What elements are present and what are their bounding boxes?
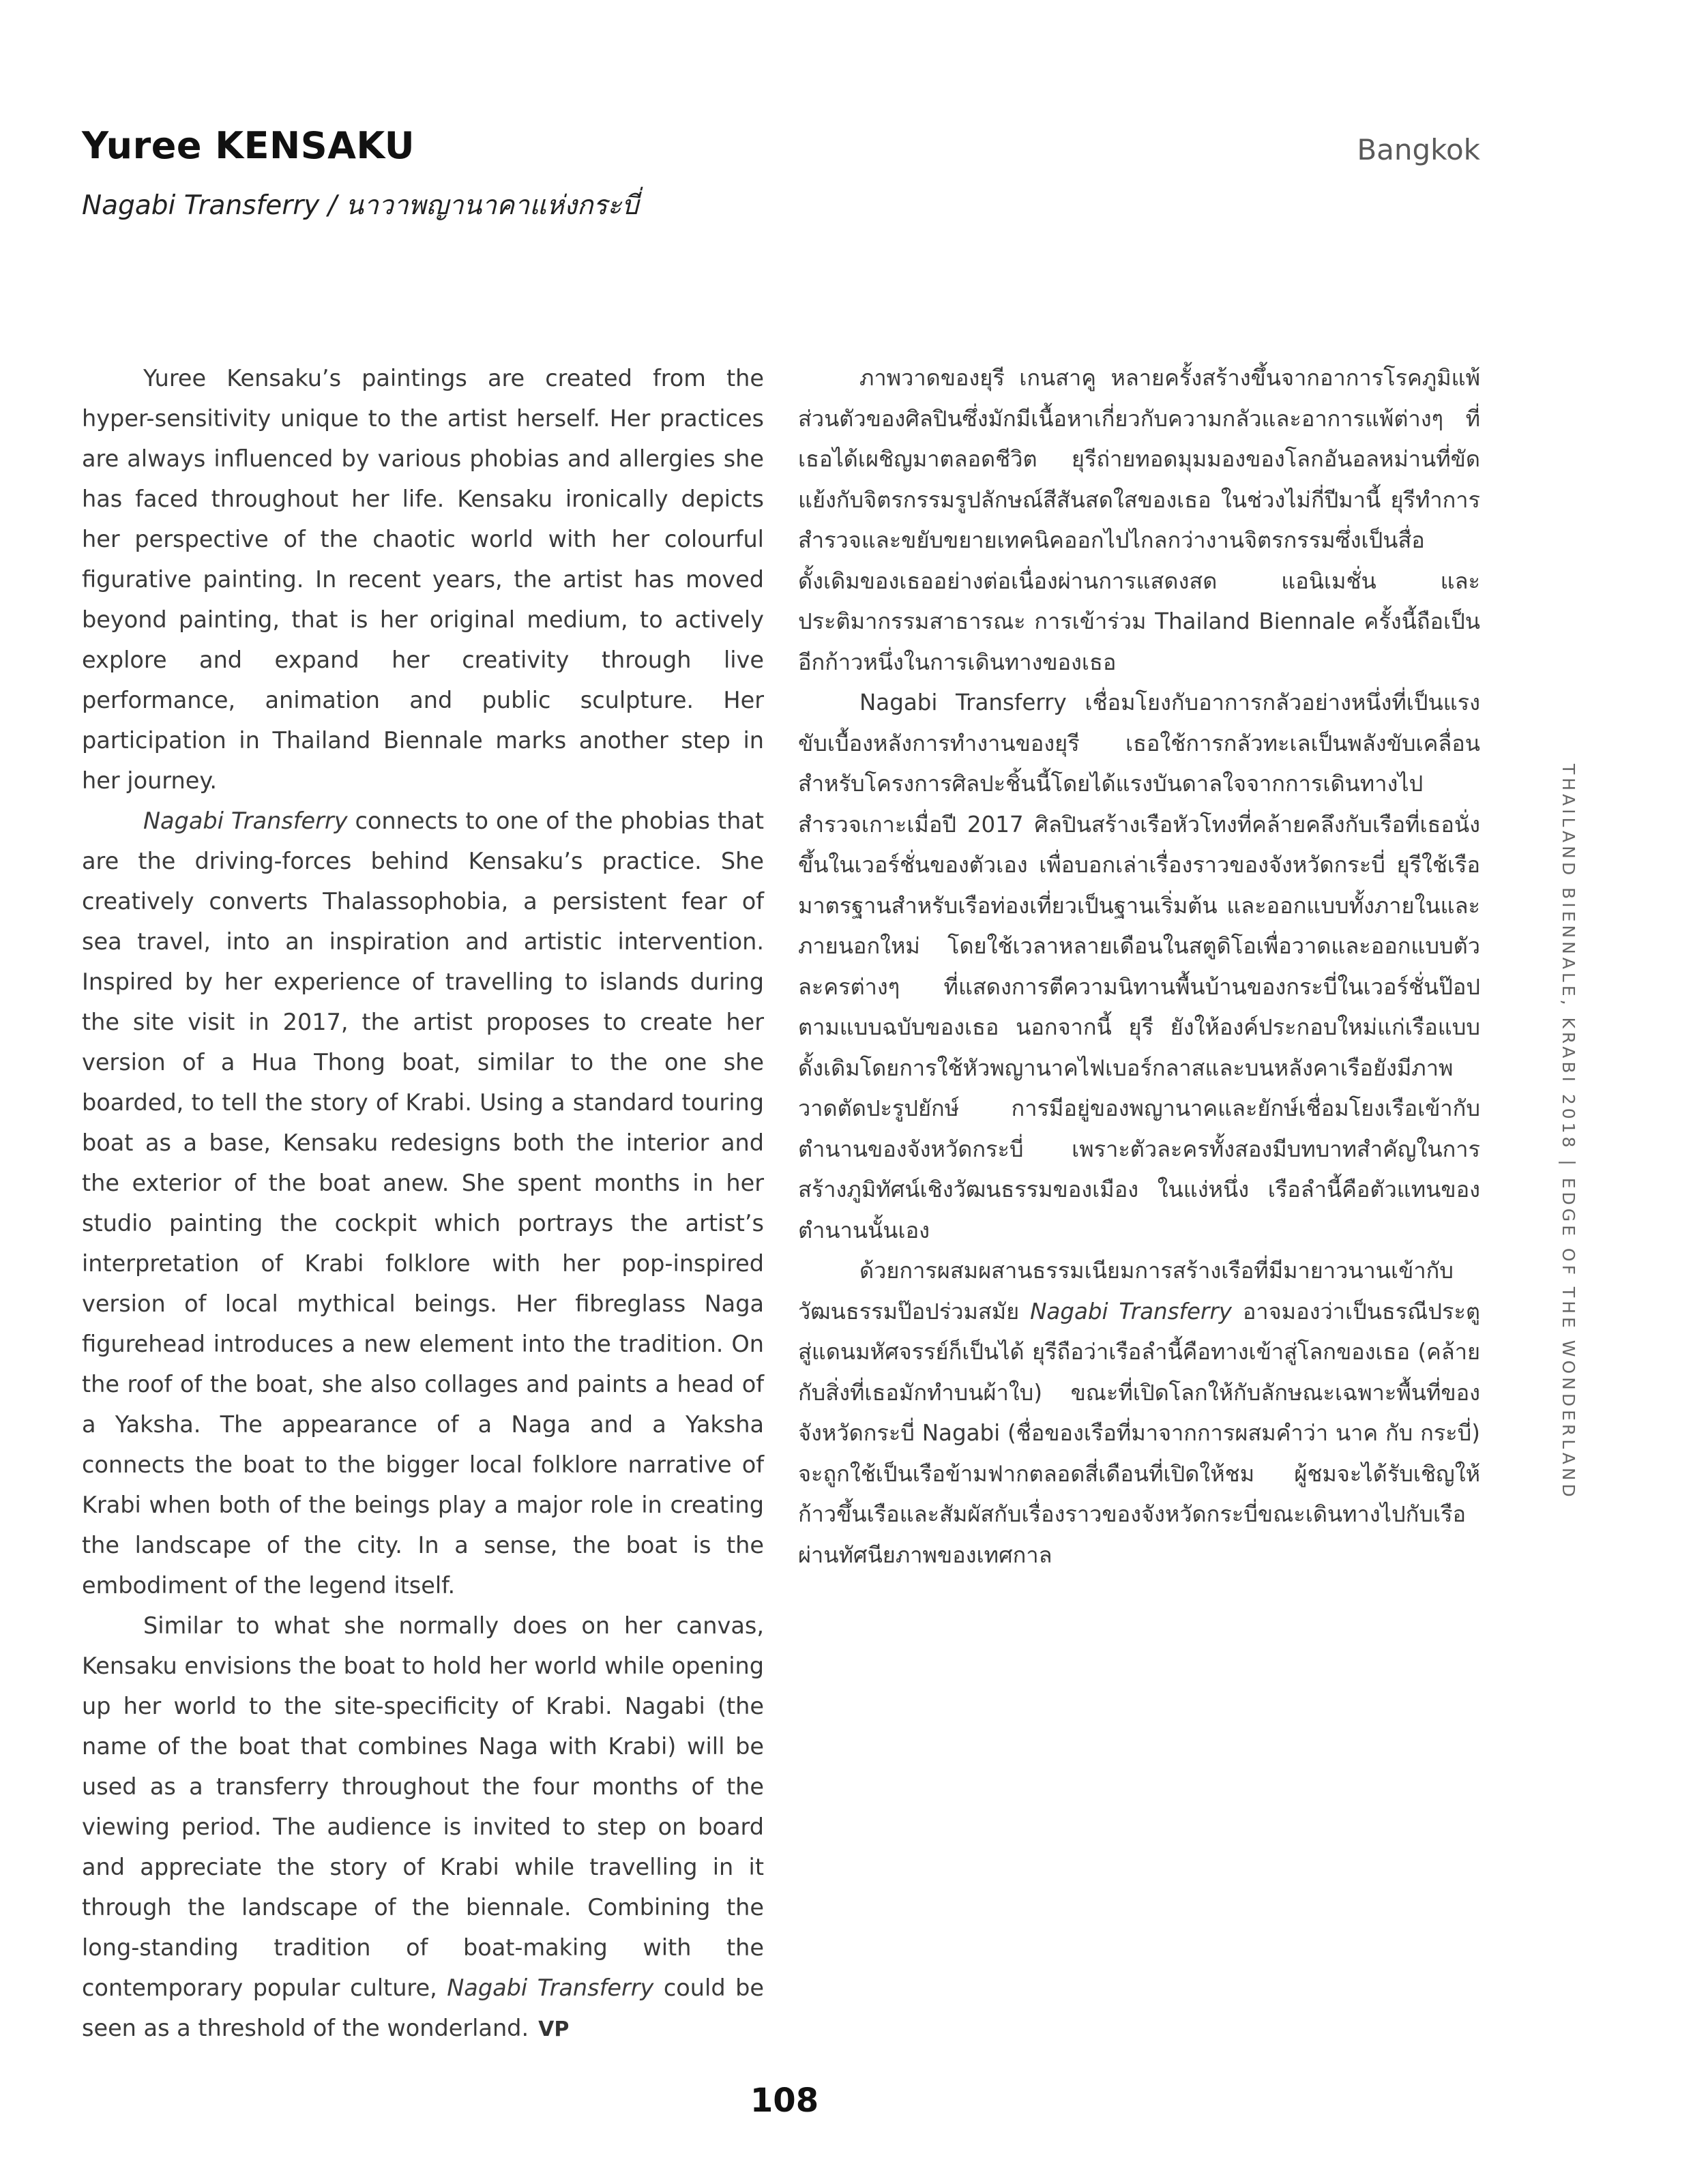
thai-text-column (798, 358, 1480, 1575)
work-title: Nagabi Transferry / นาวาพญานาคาแห่งกระบี่ (82, 190, 639, 221)
thai-paragraph-3-start: ด้วยการผสมผสานธรรมเนียมการสร้างเรือที่มีมายาวนานเข้ากับวัฒนธรรมป๊อปร่วมสมัย (798, 1258, 1454, 1325)
english-text-column (82, 358, 764, 2050)
english-paragraph-3 (82, 1606, 764, 2050)
work-title-inline: Nagabi Transferry (1030, 1298, 1232, 1325)
work-title-inline: Nagabi Transferry (143, 808, 348, 834)
page-number: 108 (750, 2082, 819, 2120)
english-paragraph-3-end: could be seen as a threshold of the wonderland. (82, 1974, 764, 2041)
thai-paragraph-3 (798, 1251, 1480, 1575)
author-initials: VP (538, 2017, 570, 2041)
running-title-vertical: THAILAND BIENNALE, KRABI 2018 | EDGE OF THE WONDERLAND (1559, 764, 1578, 1500)
english-paragraph-2 (82, 801, 764, 1606)
english-paragraph-3-text: Similar to what she normally does on her canvas, Kensaku envisions the boat to hold her world while opening up her world to the site-specificity of Krabi. Nagabi (the name of the boat that combines Naga with Krabi) will be used as a transferry throughout the four months of the viewing period. The audience is invited to step on board and appreciate the story of Krabi while travelling in it through the landscape of the biennale. Combining the long-standing tradition of boat-making with the contemporary popular culture, (82, 1612, 764, 2001)
thai-paragraph-3-text: อาจมองว่าเป็นธรณีประตูสู่แดนมหัศจรรย์ก็เป็นได้ ยุรีถือว่าเรือลำนี้คือทางเข้าสู่โลกของเธอ (คล้ายกับสิ่งที่เธอมักทำบนผ้าใบ) ขณะที่เปิดโลกให้กับลักษณะเฉพาะพื้นที่ของจังหวัดกระบี่ Nagabi (ชื่อของเรือที่มาจากการผสมคำว่า นาค กับ กระบี่) จะถูกใช้เป็นเรือข้ามฟากตลอดสี่เดือนที่เปิดให้ชม ผู้ชมจะได้รับเชิญให้ก้าวขึ้นเรือและสัมผัสกับเรื่องราวของจังหวัดกระบี่ขณะเดินทางไปกับเรือ ผ่านทัศนียภาพของเทศกาล (798, 1298, 1481, 1568)
english-paragraph-2-text: connects to one of the phobias that are the driving-forces behind Kensaku’s practice. She creatively converts Thalassophobia, a persistent fear of sea travel, into an inspiration and artistic intervention. Inspired by her experience of travelling to islands during the site visit in 2017, the artist proposes to create her version of a Hua Thong boat, similar to the one she boarded, to tell the story of Krabi. Using a standard touring boat as a base, Kensaku redesigns both the interior and the exterior of the boat anew. She spent months in her studio painting the cockpit which portrays the artist’s interpretation of Krabi folklore with her pop-inspired version of local mythical beings. Her fibreglass Naga figurehead introduces a new element into the tradition. On the roof of the boat, she also collages and paints a head of a Yaksha. The appearance of a Naga and a Yaksha connects the boat to the bigger local folklore narrative of Krabi when both of the beings play a major role in creating the landscape of the city. In a sense, the boat is the embodiment of the legend itself. (82, 808, 764, 1599)
artist-location: Bangkok (1357, 133, 1480, 166)
thai-paragraph-1: ภาพวาดของยุรี เกนสาคู หลายครั้งสร้างขึ้นจากอาการโรคภูมิแพ้ส่วนตัวของศิลปินซึ่งมักมีเนื้อหาเกี่ยวกับความกลัวและอาการแพ้ต่างๆ ที่เธอได้เผชิญมาตลอดชีวิต ยุรีถ่ายทอดมุมมองของโลกอันอลหม่านที่ขัดแย้งกับจิตรกรรมรูปลักษณ์สีสันสดใสของเธอ ในช่วงไม่กี่ปีมานี้ ยุรีทำการสำรวจและขยับขยายเทคนิคออกไปไกลกว่างานจิตรกรรมซึ่งเป็นสื่อดั้งเดิมของเธออย่างต่อเนื่องผ่านการแสดงสด แอนิเมชั่น และประติมากรรมสาธารณะ การเข้าร่วม Thailand Biennale ครั้งนี้ถือเป็นอีกก้าวหนึ่งในการเดินทางของเธอ (798, 365, 1480, 675)
work-title-inline: Nagabi Transferry (447, 1974, 654, 2001)
thai-paragraph-2: Nagabi Transferry เชื่อมโยงกับอาการกลัวอย่างหนึ่งที่เป็นแรงขับเบื้องหลังการทำงานของยุรี เธอใช้การกลัวทะเลเป็นพลังขับเคลื่อนสำหรับโครงการศิลปะชิ้นนี้โดยได้แรงบันดาลใจจากการเดินทางไปสำรวจเกาะเมื่อปี 2017 ศิลปินสร้างเรือหัวโทงที่คล้ายคลึงกับเรือที่เธอนั่งขึ้นในเวอร์ชั่นของตัวเอง เพื่อบอกเล่าเรื่องราวของจังหวัดกระบี่ ยุรีใช้เรือมาตรฐานสำหรับเรือท่องเที่ยวเป็นฐานเริ่มต้น และออกแบบทั้งภายในและภายนอกใหม่ โดยใช้เวลาหลายเดือนในสตูดิโอเพื่อวาดและออกแบบตัวละครต่างๆ ที่แสดงการตีความนิทานพื้นบ้านของกระบี่ในเวอร์ชั่นป๊อปตามแบบฉบับของเธอ นอกจากนี้ ยุรี ยังให้องค์ประกอบใหม่แก่เรือแบบดั้งเดิมโดยการใช้หัวพญานาคไฟเบอร์กลาสและบนหลังคาเรือยังมีภาพวาดตัดปะรูปยักษ์ การมีอยู่ของพญานาคและยักษ์เชื่อมโยงเรือเข้ากับตำนานของจังหวัดกระบี่ เพราะตัวละครทั้งสองมีบทบาทสำคัญในการสร้างภูมิทัศน์เชิงวัฒนธรรมของเมือง ในแง่หนึ่ง เรือลำนี้คือตัวแทนของตำนานนั้นเอง (798, 690, 1480, 1243)
english-paragraph-1: Yuree Kensaku’s paintings are created from the hyper-sensitivity unique to the artist herself. Her practices are always influenced by various phobias and allergies she has faced throughout her life. Kensaku ironically depicts her perspective of the chaotic world with her colourful figurative painting. In recent years, the artist has moved beyond painting, that is her original medium, to actively explore and expand her creativity through live performance, animation and public sculpture. Her participation in Thailand Biennale marks another step in her journey. (82, 365, 764, 794)
artist-name: Yuree KENSAKU (82, 124, 415, 167)
